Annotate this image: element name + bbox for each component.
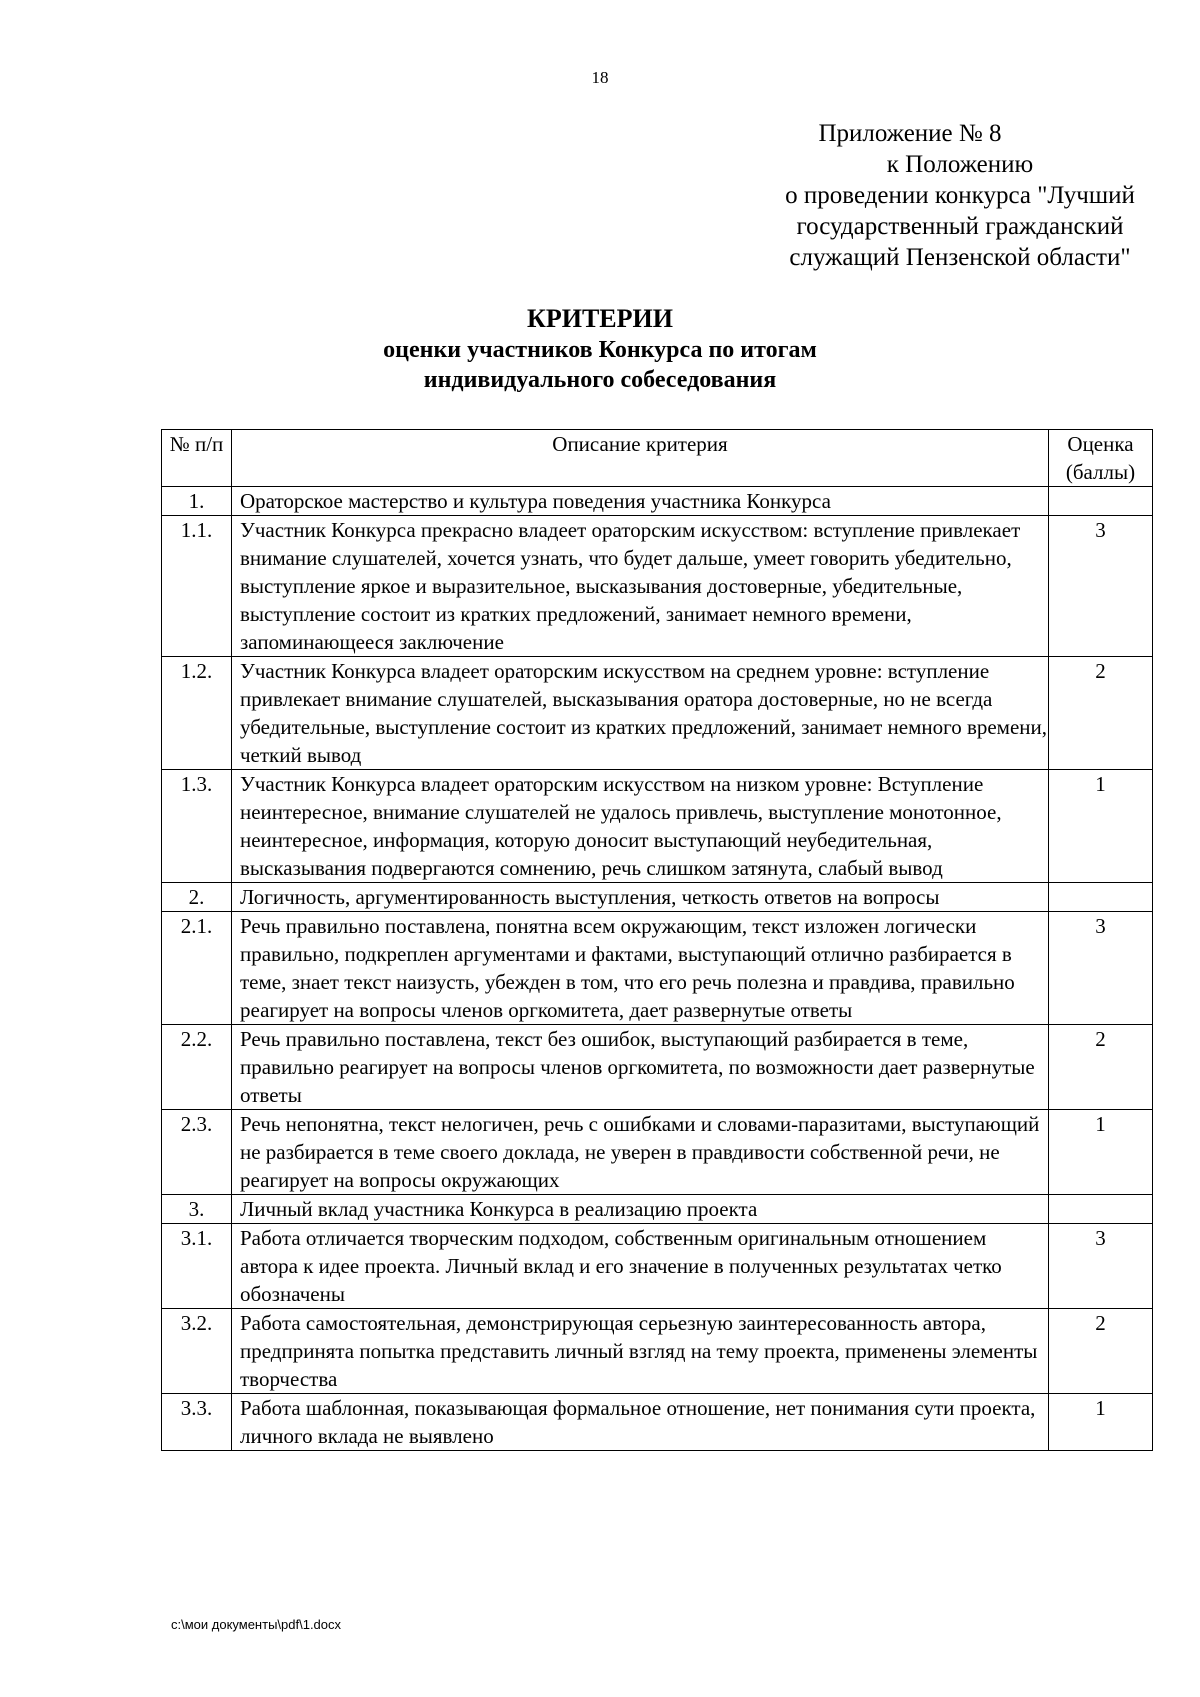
appendix-line: о проведении конкурса "Лучший <box>785 182 1135 209</box>
table-row <box>162 1224 1153 1309</box>
row-description: Работа самостоятельная, демонстрирующая серьезную заинтересованность автора, предпринята попытка представить личный взгляд на тему проекта, применены элементы творчества <box>232 1309 1049 1394</box>
appendix-line: к Положению <box>886 151 1034 178</box>
row-description: Участник Конкурса владеет ораторским искусством на низком уровне: Вступление неинтересное, внимание слушателей не удалось привлечь, выступление монотонное, неинтересное, информация, которую доносит выступающий неубедительная, высказывания подвергаются сомнению, речь слишком затянута, слабый вывод <box>232 770 1049 883</box>
row-number: 2.2. <box>162 1025 232 1110</box>
row-number: 3.1. <box>162 1224 232 1309</box>
row-number: 1. <box>162 487 232 516</box>
row-number: 1.3. <box>162 770 232 883</box>
page-number: 18 <box>591 68 609 87</box>
row-description: Ораторское мастерство и культура поведения участника Конкурса <box>232 487 1049 516</box>
document-title <box>0 303 1200 395</box>
row-score: 1 <box>1049 770 1153 883</box>
row-score: 3 <box>1049 912 1153 1025</box>
table-row <box>162 883 1153 912</box>
row-description: Речь правильно поставлена, текст без ошибок, выступающий разбирается в теме, правильно реагирует на вопросы членов оргкомитета, по возможности дает развернутые ответы <box>232 1025 1049 1110</box>
row-score: 1 <box>1049 1394 1153 1451</box>
row-score <box>1049 883 1153 912</box>
row-number: 2.3. <box>162 1110 232 1195</box>
table-row <box>162 487 1153 516</box>
appendix-header <box>700 118 1200 273</box>
title-subtitle: индивидуального собеседования <box>423 367 777 393</box>
row-description: Логичность, аргументированность выступления, четкость ответов на вопросы <box>232 883 1049 912</box>
header-description: Описание критерия <box>232 430 1049 487</box>
title-subtitle: оценки участников Конкурса по итогам <box>383 337 817 363</box>
header-score: Оценка (баллы) <box>1049 430 1153 487</box>
row-score: 2 <box>1049 1025 1153 1110</box>
table-row <box>162 912 1153 1025</box>
row-score: 2 <box>1049 657 1153 770</box>
appendix-line: служащий Пензенской области" <box>789 244 1131 271</box>
table-row <box>162 1394 1153 1451</box>
table-row <box>162 1110 1153 1195</box>
row-score <box>1049 487 1153 516</box>
row-description: Участник Конкурса владеет ораторским искусством на среднем уровне: вступление привлекает внимание слушателей, высказывания оратора достоверные, но не всегда убедительные, выступление состоит из кратких предложений, занимает немного времени, четкий вывод <box>232 657 1049 770</box>
table-row <box>162 1025 1153 1110</box>
row-number: 3.3. <box>162 1394 232 1451</box>
table-row <box>162 1195 1153 1224</box>
row-description: Работа шаблонная, показывающая формальное отношение, нет понимания сути проекта, личного вклада не выявлено <box>232 1394 1049 1451</box>
row-number: 2. <box>162 883 232 912</box>
row-score: 3 <box>1049 516 1153 657</box>
footer-file-path: c:\мои документы\pdf\1.docx <box>171 1617 342 1632</box>
row-number: 3.2. <box>162 1309 232 1394</box>
row-score <box>1049 1195 1153 1224</box>
row-number: 1.1. <box>162 516 232 657</box>
header-num: № п/п <box>162 430 232 487</box>
table-row <box>162 657 1153 770</box>
row-description: Участник Конкурса прекрасно владеет ораторским искусством: вступление привлекает внимание слушателей, хочется узнать, что будет дальше, умеет говорить убедительно, выступление яркое и выразительное, высказывания достоверные, убедительные, выступление состоит из кратких предложений, занимает немного времени, запоминающееся заключение <box>232 516 1049 657</box>
title-main: КРИТЕРИИ <box>527 304 673 333</box>
row-score: 1 <box>1049 1110 1153 1195</box>
row-score: 3 <box>1049 1224 1153 1309</box>
table-row <box>162 516 1153 657</box>
criteria-table <box>161 429 1153 1451</box>
row-score: 2 <box>1049 1309 1153 1394</box>
row-number: 3. <box>162 1195 232 1224</box>
table-row <box>162 770 1153 883</box>
row-number: 1.2. <box>162 657 232 770</box>
row-description: Работа отличается творческим подходом, собственным оригинальным отношением автора к идее проекта. Личный вклад и его значение в полученных результатах четко обозначены <box>232 1224 1049 1309</box>
row-description: Речь правильно поставлена, понятна всем окружающим, текст изложен логически правильно, подкреплен аргументами и фактами, выступающий отлично разбирается в теме, знает текст наизусть, убежден в том, что его речь полезна и правдива, правильно реагирует на вопросы членов оргкомитета, дает развернутые ответы <box>232 912 1049 1025</box>
table-body <box>162 487 1153 1451</box>
table-header-row <box>162 430 1153 487</box>
table-row <box>162 1309 1153 1394</box>
row-description: Речь непонятна, текст нелогичен, речь с ошибками и словами-паразитами, выступающий не разбирается в теме своего доклада, не уверен в правдивости собственной речи, не реагирует на вопросы окружающих <box>232 1110 1049 1195</box>
appendix-line: государственный гражданский <box>796 213 1124 240</box>
row-number: 2.1. <box>162 912 232 1025</box>
row-description: Личный вклад участника Конкурса в реализацию проекта <box>232 1195 1049 1224</box>
appendix-line: Приложение № 8 <box>818 120 1002 147</box>
